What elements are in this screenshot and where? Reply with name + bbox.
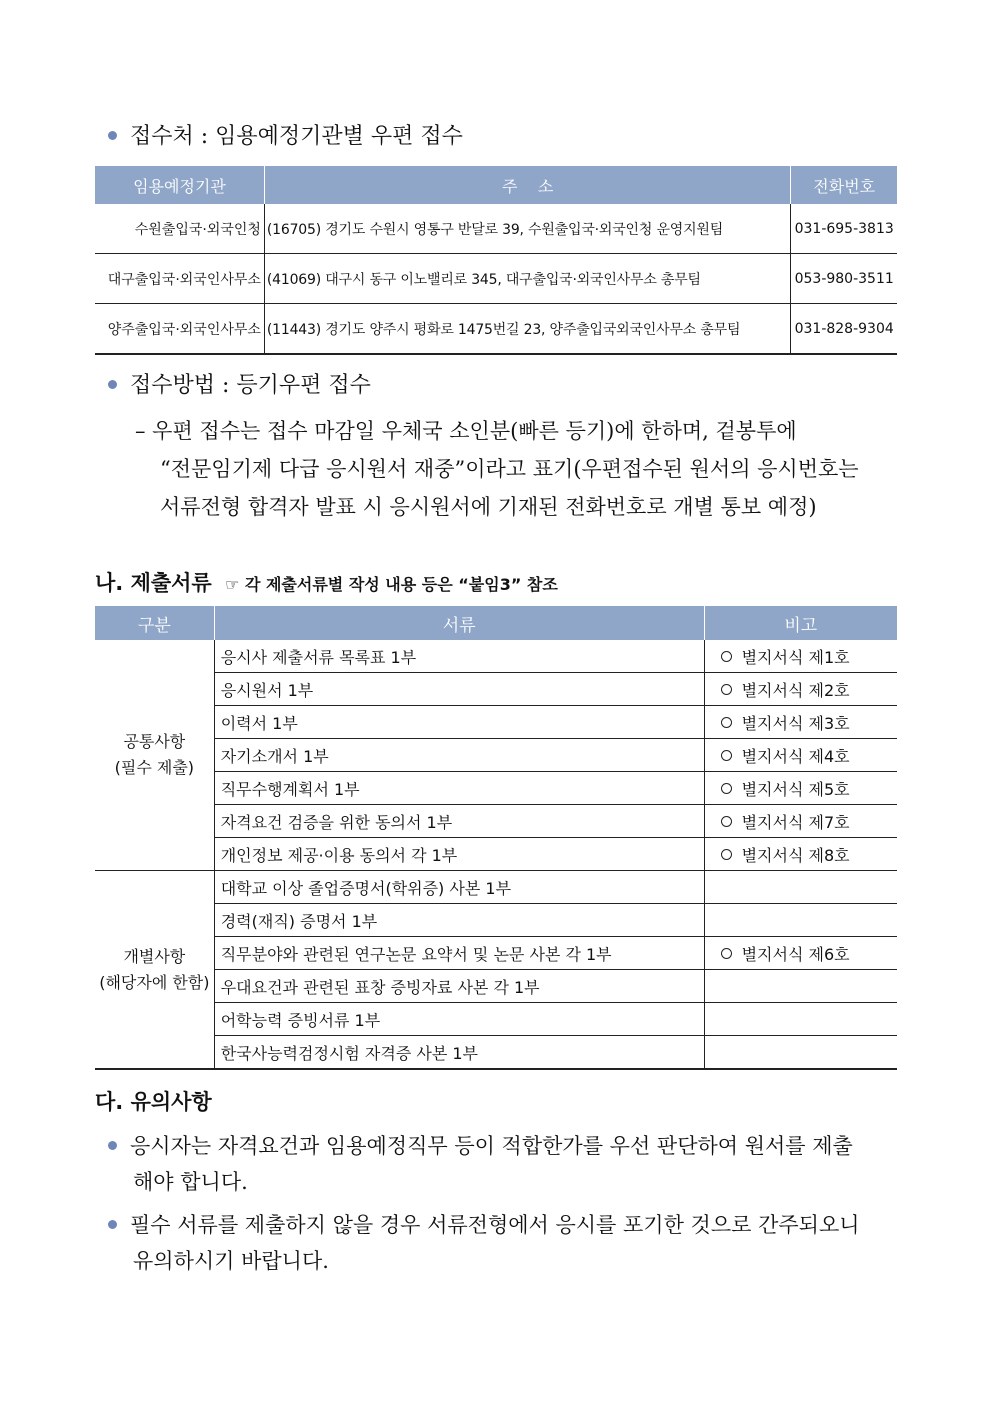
- header-note: 비고: [704, 606, 897, 640]
- circle-icon: [721, 684, 732, 695]
- method-line-3: 서류전형 합격자 발표 시 응시원서에 기재된 전화번호로 개별 통보 예정): [160, 495, 817, 519]
- table-row: [95, 970, 897, 1003]
- documents-table: [95, 606, 897, 1070]
- bullet-dot-icon: [108, 380, 117, 389]
- document-cell: 어학능력 증빙서류 1부: [214, 1003, 704, 1036]
- circle-icon: [721, 816, 732, 827]
- note-cell: 별지서식 제2호: [704, 673, 897, 706]
- table-row: [95, 673, 897, 706]
- org-cell: 양주출입국·외국인사무소: [95, 304, 264, 355]
- table-row: [95, 304, 897, 355]
- table-row: [95, 1036, 897, 1070]
- header-address: 주 소: [264, 166, 790, 204]
- document-cell: 자기소개서 1부: [214, 739, 704, 772]
- note-cell: 별지서식 제7호: [704, 805, 897, 838]
- method-heading: 접수방법 : 등기우편 접수: [108, 371, 371, 401]
- bullet-dot-icon: [108, 1220, 117, 1229]
- table-row: [95, 706, 897, 739]
- note-cell: [704, 871, 897, 904]
- table-row: [95, 838, 897, 871]
- method-line-2: “전문임기제 다급 응시원서 재중”이라고 표기(우편접수된 원서의 응시번호는: [160, 457, 859, 481]
- address-cell: (41069) 대구시 동구 이노밸리로 345, 대구출입국·외국인사무소 총무팀: [264, 254, 790, 304]
- circle-icon: [721, 651, 732, 662]
- document-cell: 응시사 제출서류 목록표 1부: [214, 640, 704, 673]
- table-row: [95, 772, 897, 805]
- note-cell: 별지서식 제1호: [704, 640, 897, 673]
- document-cell: 직무분야와 관련된 연구논문 요약서 및 논문 사본 각 1부: [214, 937, 704, 970]
- note-cell: 별지서식 제6호: [704, 937, 897, 970]
- notice-item-1: 응시자는 자격요건과 임용예정직무 등이 적합한가를 우선 판단하여 원서를 제출 해야 합니다.: [108, 1128, 853, 1200]
- header-document: 서류: [214, 606, 704, 640]
- note-cell: [704, 1036, 897, 1070]
- header-category: 구분: [95, 606, 214, 640]
- circle-icon: [721, 750, 732, 761]
- notice-item-2: 필수 서류를 제출하지 않을 경우 서류전형에서 응시를 포기한 것으로 간주되오니 유의하시기 바랍니다.: [108, 1207, 860, 1279]
- document-cell: 개인정보 제공·이용 동의서 각 1부: [214, 838, 704, 871]
- document-cell: 우대요건과 관련된 표창 증빙자료 사본 각 1부: [214, 970, 704, 1003]
- method-line-1: – 우편 접수는 접수 마감일 우체국 소인분(빠른 등기)에 한하며, 겉봉투에: [135, 419, 797, 443]
- document-cell: 대학교 이상 졸업증명서(학위증) 사본 1부: [214, 871, 704, 904]
- circle-icon: [721, 717, 732, 728]
- phone-cell: 031-828-9304: [791, 304, 897, 355]
- document-cell: 응시원서 1부: [214, 673, 704, 706]
- note-cell: [704, 970, 897, 1003]
- phone-cell: 053-980-3511: [791, 254, 897, 304]
- note-cell: 별지서식 제4호: [704, 739, 897, 772]
- table-row: [95, 805, 897, 838]
- note-cell: 별지서식 제5호: [704, 772, 897, 805]
- group-individual: 개별사항 (해당자에 한함): [95, 871, 214, 1070]
- org-cell: 대구출입국·외국인사무소: [95, 254, 264, 304]
- phone-cell: 031-695-3813: [791, 204, 897, 254]
- document-cell: 직무수행계획서 1부: [214, 772, 704, 805]
- reception-heading: 접수처 : 임용예정기관별 우편 접수: [108, 122, 463, 152]
- note-cell: 별지서식 제3호: [704, 706, 897, 739]
- note-cell: [704, 1003, 897, 1036]
- reception-table: [95, 166, 897, 355]
- documents-title: 나. 제출서류 ☞ 각 제출서류별 작성 내용 등은 “붙임3” 참조: [95, 571, 558, 595]
- document-cell: 자격요건 검증을 위한 동의서 1부: [214, 805, 704, 838]
- document-cell: 경력(재직) 증명서 1부: [214, 904, 704, 937]
- documents-table-header: [95, 606, 897, 640]
- table-row: [95, 640, 897, 673]
- org-cell: 수원출입국·외국인청: [95, 204, 264, 254]
- header-org: 임용예정기관: [95, 166, 264, 204]
- notes-title: 다. 유의사항: [95, 1090, 212, 1114]
- table-row: [95, 204, 897, 254]
- document-cell: 이력서 1부: [214, 706, 704, 739]
- circle-icon: [721, 783, 732, 794]
- reception-table-header: [95, 166, 897, 204]
- document-cell: 한국사능력검정시험 자격증 사본 1부: [214, 1036, 704, 1070]
- group-common: 공통사항 (필수 제출): [95, 640, 214, 871]
- note-cell: [704, 904, 897, 937]
- circle-icon: [721, 849, 732, 860]
- circle-icon: [721, 948, 732, 959]
- table-row: [95, 1003, 897, 1036]
- table-row: [95, 937, 897, 970]
- table-row: [95, 871, 897, 904]
- bullet-dot-icon: [108, 131, 117, 140]
- documents-subtitle: ☞ 각 제출서류별 작성 내용 등은 “붙임3” 참조: [225, 575, 558, 594]
- address-cell: (16705) 경기도 수원시 영통구 반달로 39, 수원출입국·외국인청 운영지원팀: [264, 204, 790, 254]
- table-row: [95, 254, 897, 304]
- header-phone: 전화번호: [791, 166, 897, 204]
- address-cell: (11443) 경기도 양주시 평화로 1475번길 23, 양주출입국외국인사무소 총무팀: [264, 304, 790, 355]
- table-row: [95, 904, 897, 937]
- note-cell: 별지서식 제8호: [704, 838, 897, 871]
- table-row: [95, 739, 897, 772]
- bullet-dot-icon: [108, 1141, 117, 1150]
